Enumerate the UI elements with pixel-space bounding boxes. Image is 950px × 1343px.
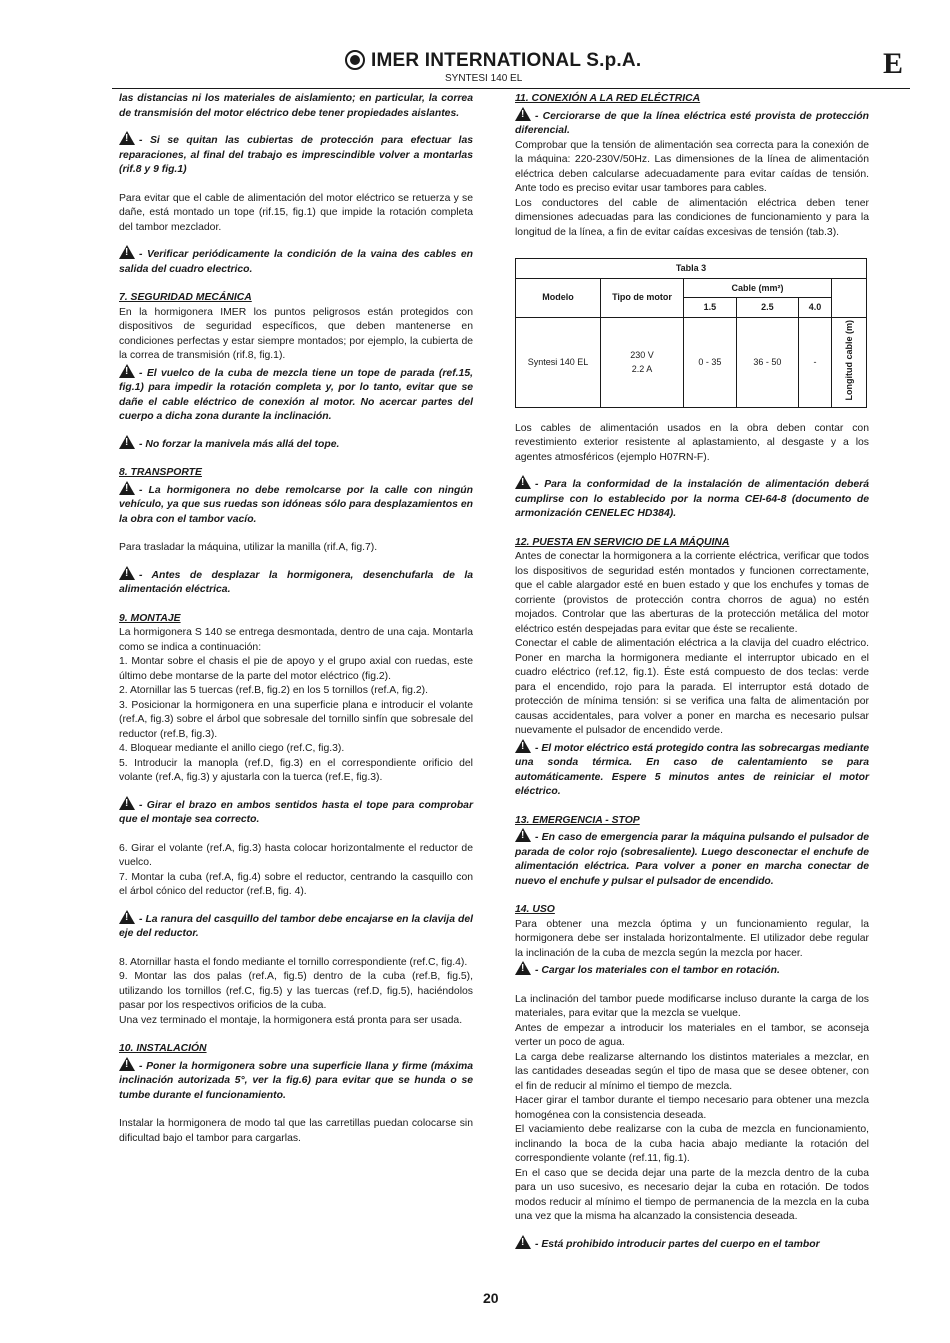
paragraph: Los conductores del cable de alimentación eléctrica deben tener dimensiones adecuadas para las condiciones de funcionamiento y para la longitud de la línea, a fin de evitar caídas excesivas de tensión (tab.3). <box>515 197 869 238</box>
table-header: 1.5 <box>684 298 737 318</box>
list-item: 2. Atornillar las 5 tuercas (ref.B, fig.2) en los 5 tornillos (ref.A, fig.2). <box>119 685 428 696</box>
table-cell: Longitud cable (m) <box>832 317 867 407</box>
warning-triangle-icon <box>515 739 532 752</box>
warning-note: !- Para la conformidad de la instalación de alimentación deberá cumplirse con lo establecido por la norma CEI-64-8 (documento de armonización CENELEC HD384). <box>515 475 869 522</box>
table-cell: Syntesi 140 EL <box>516 317 601 407</box>
warning-triangle-icon <box>119 364 136 377</box>
paragraph: El vaciamiento debe realizarse con la cuba de mezcla en funcionamiento, inclinando la boca de la cuba hacia abajo mediante la rotación del correspondiente volante (ref.11, fig.1). <box>515 1124 869 1164</box>
paragraph: Una vez terminado el montaje, la hormigonera está pronta para ser usada. <box>119 1014 463 1026</box>
warning-triangle-icon <box>515 475 532 488</box>
section-heading: 9. MONTAJE <box>119 612 181 624</box>
warning-note: !- La ranura del casquillo del tambor debe encajarse en la clavija del eje del reductor. <box>119 910 473 942</box>
warning-note: !- La hormigonera no debe remolcarse por la calle con ningún vehículo, ya que sus ruedas son idóneas sólo para desplazamientos en la obra con el tambor vacío. <box>119 481 473 528</box>
paragraph: La carga debe realizarse alternando los distintos materiales a mezclar, en las cantidades deseadas según el tipo de masa que se desee obtener, con el fin de reducir al mínimo el tiempo de mezcla. <box>515 1051 869 1092</box>
paragraph: Hacer girar el tambor durante el tiempo necesario para obtener una mezcla homogénea con la consistencia deseada. <box>515 1095 869 1121</box>
warning-triangle-icon <box>119 131 136 144</box>
paragraph: Antes de empezar a introducir los materiales en el tambor, se aconseja verter un poco de agua. <box>515 1022 869 1048</box>
warning-triangle-icon <box>515 828 532 841</box>
table-header: Cable (mm²) <box>684 278 832 298</box>
table-row <box>516 317 867 407</box>
paragraph: La hormigonera S 140 se entrega desmontada, dentro de una caja. Montarla como se indica a continuación: <box>119 627 473 653</box>
table-cell: 230 V 2.2 A <box>601 317 684 407</box>
warning-triangle-icon <box>119 245 136 258</box>
list-item: 4. Bloquear mediante el anillo ciego (ref.C, fig.3). <box>119 743 345 754</box>
paragraph: Para trasladar la máquina, utilizar la manilla (rif.A, fig.7). <box>119 542 378 553</box>
left-column <box>119 92 473 1146</box>
warning-triangle-icon <box>119 566 136 579</box>
warning-triangle-icon <box>515 961 532 974</box>
paragraph: Antes de conectar la hormigonera a la corriente eléctrica, verificar que todos los dispositivos de seguridad estén montados y funcionen correctamente, que el cable alargador esté en buen estado y que los enchufes y tomas de corriente (provistos de protección contra chorros de agua) no estén mojados. Controlar que las aberturas de la protección metálica del motor eléctrico estén despejadas para evitar que éste se recaliente. <box>515 551 869 635</box>
warning-note: !- Girar el brazo en ambos sentidos hasta el tope para comprobar que el montaje sea correcto. <box>119 796 473 828</box>
paragraph: Para obtener una mezcla óptima y un funcionamiento regular, la hormigonera debe ser instalada horizontalmente. El utilizador debe regular la inclinación de la cuba de mezcla según la mezcla por hacer. <box>515 918 869 959</box>
paragraph: Conectar el cable de alimentación eléctrica a la clavija del cuadro eléctrico. Poner en marcha la hormigonera mediante el interruptor ubicado en el cuadro eléctrico (ref.12, fig.1). Éste está compuesto de dos teclas: verde para el encendido, rojo para la parada. El interruptor está dotado de protección de mínima tensión: si se verifica una falta de alimentación por causas accidentales, para volver a poner en marcha es necesario pulsar nuevamente el pulsador de encendido verde. <box>515 638 869 736</box>
warning-note: !- En caso de emergencia parar la máquina pulsando el pulsador de parada de color rojo (sobresaliente). Luego desconectar el enchufe de alimentación eléctrica. Para volver a poner en marcha conectar de nuevo el enchufe y pulsar el pulsador de encendido. <box>515 828 869 889</box>
paragraph: La inclinación del tambor puede modificarse incluso durante la carga de los materiales, para evitar que la mezcla se vuelque. <box>515 993 869 1019</box>
imer-logo-icon <box>345 50 365 70</box>
paragraph: En el caso que se decida dejar una parte de la mezcla dentro de la cuba para un uso sucesivo, es necesario dejar la cuba en rotación. De todos modos reducir al mínimo el tiempo de permanencia de la mezcla en la cuba una vez que la misma ha alcanzado la consistencia deseada. <box>515 1167 869 1222</box>
table-title: Tabla 3 <box>516 259 867 279</box>
section-heading: 12. PUESTA EN SERVICIO DE LA MÁQUINA <box>515 536 730 548</box>
company-name: IMER INTERNATIONAL S.p.A. <box>345 50 641 72</box>
model-name: SYNTESI 140 EL <box>445 73 523 84</box>
section-heading: 10. INSTALACIÓN <box>119 1043 207 1054</box>
paragraph: Comprobar que la tensión de alimentación sea correcta para la conexión de la máquina: 220-230V/50Hz. Las dimensiones de la línea de alimentación eléctrica deben calcularse adecuadamente para evitar caídas de tensión. Ante todo es preciso evitar usar tambores para cables. <box>515 139 869 194</box>
section-heading: 7. SEGURIDAD MECÁNICA <box>119 292 252 303</box>
warning-note: !- Cargar los materiales con el tambor en rotación. <box>515 961 869 979</box>
header-rule <box>112 88 910 89</box>
paragraph: Instalar la hormigonera de modo tal que las carretillas puedan colocarse sin dificultad bajo el tambor para cargarlas. <box>119 1118 473 1144</box>
list-item: 1. Montar sobre el chasis el pie de apoyo y el grupo axial con ruedas, este último debe montarse de la parte del motor eléctrico (fig.2). <box>119 656 473 682</box>
paragraph: Los cables de alimentación usados en la obra deben contar con revestimiento exterior resistente al aplastamiento, al desgaste y a los agentes atmosféricos (ejemplo H07RN-F). <box>515 422 869 463</box>
warning-note: !- No forzar la manivela más allá del tope. <box>119 435 473 453</box>
cable-table <box>515 258 867 408</box>
table-header: 2.5 <box>736 298 798 318</box>
warning-triangle-icon <box>119 796 136 809</box>
warning-note: !- El vuelco de la cuba de mezcla tiene un tope de parada (ref.15, fig.1) para impedir la rotación completa y, por lo tanto, evitar que se dañe el cable eléctrico de conexión al motor. No acercar partes del cuerpo a dicha zona durante la inclinación. <box>119 364 473 425</box>
table-cell: - <box>798 317 831 407</box>
table-cell: 36 - 50 <box>736 317 798 407</box>
list-item: 5. Introducir la manopla (ref.D, fig.3) en el correspondiente orificio del volante (ref.A, fig.3) y ajustarla con la tuerca (ref.E, fig.3). <box>119 757 473 783</box>
paragraph: las distancias ni los materiales de aislamiento; en particular, la correa de transmisión del motor eléctrico debe tener propiedades aislantes. <box>119 93 473 119</box>
warning-note: !- Antes de desplazar la hormigonera, desenchufarla de la alimentación eléctrica. <box>119 566 473 598</box>
list-item: 9. Montar las dos palas (ref.A, fig.5) dentro de la cuba (ref.B, fig.5), utilizando los tornillos (ref.C, fig.5) y las tuercas (ref.D, fig.5), haciéndolos pasar por los respectivos orificios de la cuba. <box>119 971 473 1011</box>
table-header: Modelo <box>516 278 601 317</box>
warning-triangle-icon <box>119 481 136 494</box>
right-column <box>515 92 869 1252</box>
section-letter: E <box>883 47 904 80</box>
list-item: 7. Montar la cuba (ref.A, fig.4) sobre el reductor, centrando la casquillo con el árbol cónico del reductor (ref.B, fig. 4). <box>119 871 473 897</box>
list-item: 3. Posicionar la hormigonera en una superficie plana e introducir el volante (ref.A, fig.3) sobre el árbol que sobresale del tornillo sinfín que sobresale del reductor (ref.B, fig.3). <box>119 699 473 740</box>
paragraph: Para evitar que el cable de alimentación del motor eléctrico se retuerza y se dañe, está montado un tope (rif.15, fig.1) que impide la rotación completa del tambor mezclador. <box>119 192 473 233</box>
warning-triangle-icon <box>119 435 136 448</box>
table-header <box>832 278 867 317</box>
list-item: 6. Girar el volante (ref.A, fig.3) hasta colocar horizontalmente el reductor de vuelco. <box>119 842 473 868</box>
warning-triangle-icon <box>515 1235 532 1248</box>
warning-note: !- Poner la hormigonera sobre una superficie llana y firme (máxima inclinación autorizada 5°, ver la fig.6) para evitar que se hunda o se tumbe durante el funcionamiento. <box>119 1057 473 1104</box>
warning-triangle-icon <box>515 107 532 120</box>
table-header: Tipo de motor <box>601 278 684 317</box>
warning-note: !- Si se quitan las cubiertas de protección para efectuar las reparaciones, al final del trabajo es imprescindible volver a montarlas (rif.8 y 9 fig.1) <box>119 131 473 178</box>
section-heading: 11. CONEXIÓN A LA RED ELÉCTRICA <box>515 93 701 104</box>
table-cell: 0 - 35 <box>684 317 737 407</box>
list-item: 8. Atornillar hasta el fondo mediante el tornillo correspondiente (ref.C, fig.4). <box>119 956 468 968</box>
page-number: 20 <box>483 1290 499 1306</box>
table-header: 4.0 <box>798 298 831 318</box>
warning-note: !- Está prohibido introducir partes del cuerpo en el tambor <box>515 1235 869 1253</box>
warning-note: !- Cerciorarse de que la línea eléctrica esté provista de protección diferencial. <box>515 107 869 139</box>
warning-note: !- Verificar periódicamente la condición de la vaina des cables en salida del cuadro electrico. <box>119 245 473 277</box>
section-heading: 14. USO <box>515 904 555 915</box>
warning-note: !- El motor eléctrico está protegido contra las sobrecargas mediante una sonda térmica. En caso de calentamiento se para automáticamente. Espere 5 minutos antes de reiniciar el motor eléctrico. <box>515 739 869 800</box>
paragraph: En la hormigonera IMER los puntos peligrosos están protegidos con dispositivos de seguridad específicos, que deben mantenerse en condiciones perfectas y estar siempre montados; por ejemplo, la cubierta de la correa de transmisión (rif.8, fig.1). <box>119 306 473 361</box>
section-heading: 13. EMERGENCIA - STOP <box>515 814 640 826</box>
section-heading: 8. TRANSPORTE <box>119 467 202 478</box>
warning-triangle-icon <box>119 910 136 923</box>
warning-triangle-icon <box>119 1057 136 1070</box>
